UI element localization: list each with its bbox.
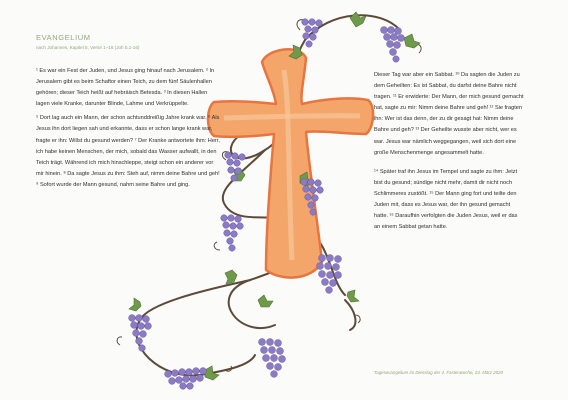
- grape-cluster-left-mid: [221, 215, 244, 252]
- footer-caption: Tagesevangelium im Dienstag der 4. Fastenwoche, 24. März 2020: [374, 370, 503, 375]
- gospel-text-right-column: [374, 70, 524, 236]
- grape-cluster-top-right: [381, 27, 405, 63]
- paragraph: ¹⁴ Später traf ihn Jesus im Tempel und sagte zu ihm: Jetzt bist du gesund; sündige nicht mehr, damit dir nicht noch Schlimmeres zustößt. ¹⁵ Der Mann ging fort und teilte den Juden mit, dass es Jesus war, der ihn gesund gemacht hatte. ¹⁶ Daraufhin verfolgten die Juden Jesus, weil er das an einem Sabbat getan hatte.: [374, 168, 518, 231]
- paragraph: ⁵ Dort lag auch ein Mann, der schon achtunddreißig Jahre krank war. ⁶ Als Jesus ihn dort liegen sah und erkannte, dass er schon lange krank war, fragte er ihn: Willst du gesund werden? ⁷ Der Kranke antwortete ihm: Herr, ich habe keinen Menschen, der mich, sobald das Wasser aufwallt, in den Teich trägt. Während ich mich hinschleppe, steigt schon ein anderer vor mir hinein. ⁸ Da sagte Jesus zu ihm: Steh auf, nimm deine Bahre und geh! ⁹ Sofort wurde der Mann gesund, nahm seine Bahre und ging.: [36, 115, 220, 188]
- grape-cluster-right-lower: [317, 255, 342, 294]
- gospel-text-left-column: [36, 66, 222, 194]
- paragraph: ¹ Es war ein Fest der Juden, und Jesus ging hinauf nach Jerusalem. ² In Jerusalem gibt es beim Schaftor einen Teich, zu dem fünf Säulenhallen gehören; dieser Teich heißt auf hebräisch Betesda. ³ In diesen Hallen lagen viele Kranke, darunter Blinde, Lahme und Verkrüppelte.: [36, 68, 215, 108]
- page-title: EVANGELIUM: [36, 33, 91, 42]
- scripture-reference: nach Johannes, Kapitel 5, Verse 1–16 (Joh 5,1-16): [36, 45, 140, 50]
- grape-cluster-left-lower: [129, 315, 152, 352]
- grape-cluster-bottom-right: [259, 339, 286, 378]
- paragraph: Dieser Tag war aber ein Sabbat. ¹⁰ Da sagten die Juden zu dem Geheilten: Es ist Sabbat, du darfst deine Bahre nicht tragen. ¹¹ Er erwiderte: Der Mann, der mich gesund gemacht hat, sagte zu mir: Nimm deine Bahre und geh! ¹² Sie fragten ihn: Wer ist das denn, der zu dir gesagt hat: Nimm deine Bahre und geh? ¹³ Der Geheilte wusste aber nicht, wer es war. Jesus war nämlich weggegangen, weil sich dort eine große Menschenmenge angesammelt hatte.: [374, 72, 524, 156]
